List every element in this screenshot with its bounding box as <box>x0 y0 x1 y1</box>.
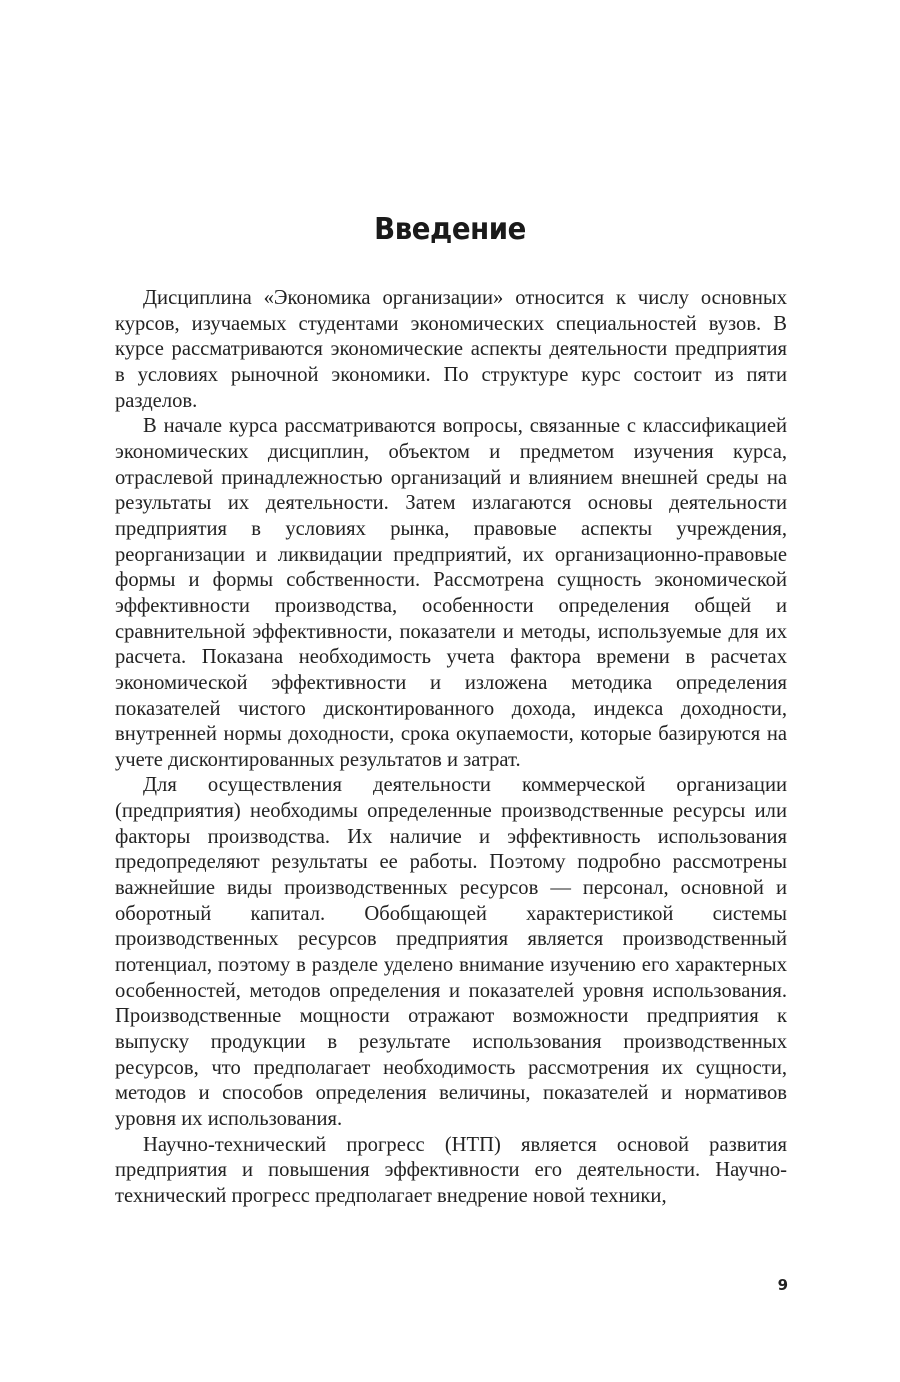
paragraph: Научно-технический прогресс (НТП) является основой развития предприятия и повышения эффективности его деятельности. Научно-технический прогресс предполагает внедрение новой техники, <box>115 1133 787 1207</box>
paragraph: Дисциплина «Экономика организации» относится к числу основных курсов, изучаемых студентами экономических специальностей вузов. В курсе рассматриваются экономические аспекты деятельности предприятия в условиях рыночной экономики. По структуре курс состоит из пяти разделов. <box>115 287 787 412</box>
body-text <box>115 286 787 1210</box>
page-number: 9 <box>777 1276 788 1294</box>
paragraph: В начале курса рассматриваются вопросы, связанные с классификацией экономических дисциплин, объектом и предметом изучения курса, отраслевой принадлежностью организаций и влиянием внешней среды на результаты их деятельности. Затем излагаются основы деятельности предприятия в условиях рынка, правовые аспекты учреждения, реорганизации и ликвидации предприятий, их организационно-правовые формы и формы собственности. Рассмотрена сущность экономической эффективности производства, особенности определения общей и сравнительной эффективности, показатели и методы, используемые для их расчета. Показана необходимость учета фактора времени в расчетах экономической эффективности и изложена методика определения показателей чистого дисконтированного дохода, индекса доходности, внутренней нормы доходности, срока окупаемости, которые базируются на учете дисконтированных результатов и затрат. <box>115 415 787 771</box>
paragraph: Для осуществления деятельности коммерческой организации (предприятия) необходимы определенные производственные ресурсы или факторы производства. Их наличие и эффективность использования предопределяют результаты ее работы. Поэтому подробно рассмотрены важнейшие виды производственных ресурсов — персонал, основной и оборотный капитал. Обобщающей характеристикой системы производственных ресурсов предприятия является производственный потенциал, поэтому в разделе уделено внимание изучению его характерных особенностей, методов определения и показателей уровня использования. Производственные мощности отражают возможности предприятия к выпуску продукции в результате использования производственных ресурсов, что предполагает необходимость рассмотрения их сущности, методов и способов определения величины, показателей и нормативов уровня их использования. <box>115 774 787 1130</box>
section-title: Введение <box>374 212 526 247</box>
